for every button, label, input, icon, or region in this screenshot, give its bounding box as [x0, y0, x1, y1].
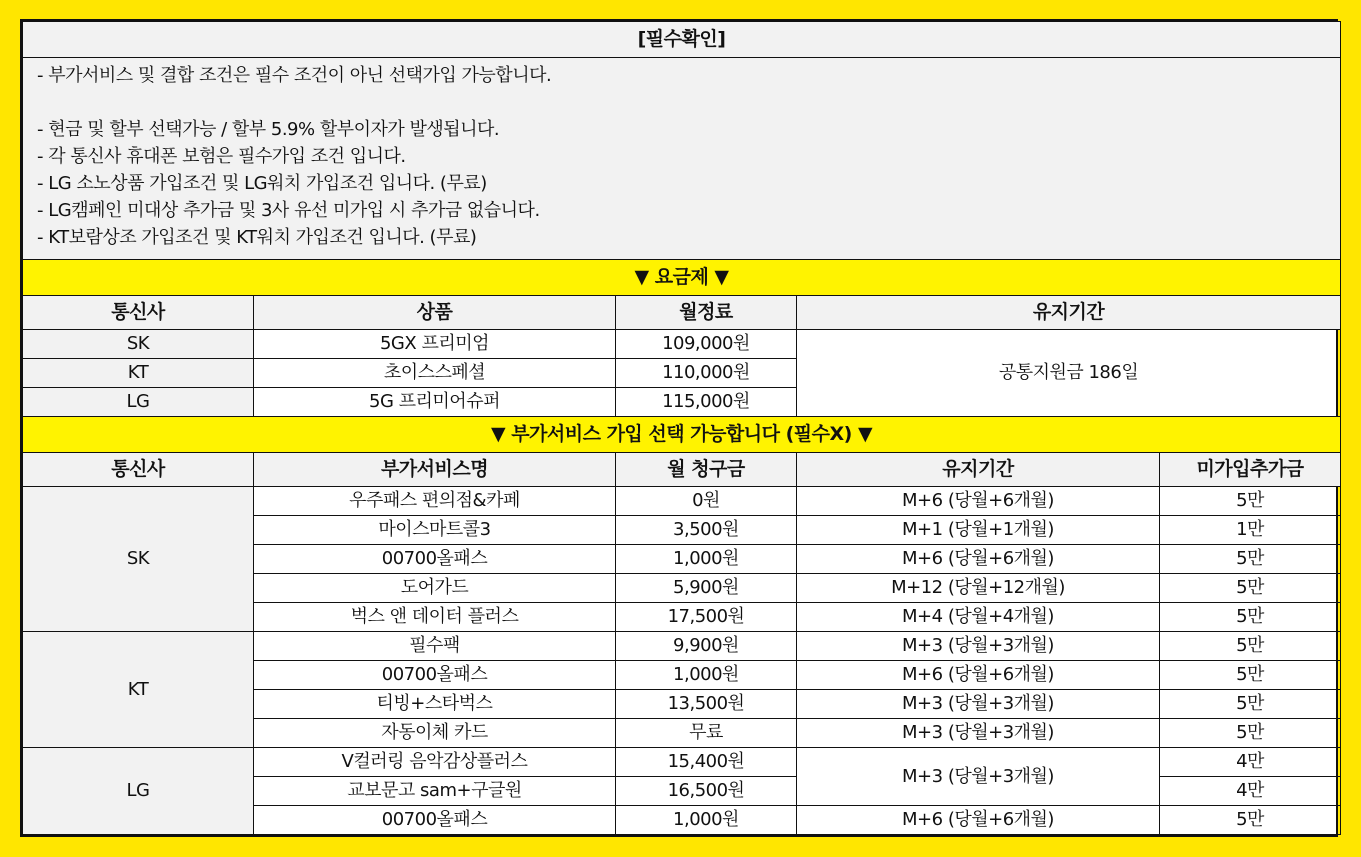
addon-name: 00700올패스	[254, 661, 616, 690]
addon-name: 티빙+스타벅스	[254, 690, 616, 719]
plans-header-carrier: 통신사	[23, 296, 254, 330]
plan-fee: 110,000원	[616, 359, 797, 388]
addons-header-extra: 미가입추가금	[1160, 453, 1341, 487]
addons-header-carrier: 통신사	[23, 453, 254, 487]
addon-name: 마이스마트콜3	[254, 516, 616, 545]
addon-fee: 9,900원	[616, 632, 797, 661]
plan-carrier: KT	[23, 359, 254, 388]
notice-line: - 각 통신사 휴대폰 보험은 필수가입 조건 입니다.	[37, 146, 406, 167]
addon-name: 우주패스 편의점&카페	[254, 487, 616, 516]
notice-line: - LG 소노상품 가입조건 및 LG워치 가입조건 입니다. (무료)	[37, 173, 487, 194]
addon-period: M+4 (당월+4개월)	[797, 603, 1160, 632]
info-table	[22, 21, 1341, 835]
notice-title: [필수확인]	[23, 22, 1341, 58]
addon-fee: 16,500원	[616, 777, 797, 806]
plan-row	[23, 330, 1341, 359]
addon-period: M+6 (당월+6개월)	[797, 545, 1160, 574]
addon-name: 자동이체 카드	[254, 719, 616, 748]
addon-carrier-lg: LG	[23, 748, 254, 835]
addon-extra: 4만	[1160, 748, 1341, 777]
plan-period: 공통지원금 186일	[797, 330, 1341, 417]
addon-carrier-sk: SK	[23, 487, 254, 632]
addon-period: M+6 (당월+6개월)	[797, 806, 1160, 835]
addon-period: M+3 (당월+3개월)	[797, 632, 1160, 661]
addon-extra: 1만	[1160, 516, 1341, 545]
addon-row	[23, 487, 1341, 516]
addon-period: M+12 (당월+12개월)	[797, 574, 1160, 603]
addons-header-row	[23, 453, 1341, 487]
addon-extra: 5만	[1160, 632, 1341, 661]
addon-fee: 13,500원	[616, 690, 797, 719]
addon-fee: 무료	[616, 719, 797, 748]
plans-header-product: 상품	[254, 296, 616, 330]
addon-fee: 1,000원	[616, 661, 797, 690]
addon-period: M+6 (당월+6개월)	[797, 487, 1160, 516]
notice-body-row	[23, 58, 1341, 260]
addon-row	[23, 748, 1341, 777]
addon-extra: 5만	[1160, 690, 1341, 719]
addons-header-fee: 월 청구금	[616, 453, 797, 487]
addon-name: 벅스 앤 데이터 플러스	[254, 603, 616, 632]
addon-extra: 4만	[1160, 777, 1341, 806]
addon-fee: 3,500원	[616, 516, 797, 545]
notice-title-row	[23, 22, 1341, 58]
notice-line: - 현금 및 할부 선택가능 / 할부 5.9% 할부이자가 발생됩니다.	[37, 119, 500, 140]
addon-extra: 5만	[1160, 603, 1341, 632]
addon-row	[23, 632, 1341, 661]
info-frame	[20, 19, 1338, 837]
plan-product: 5G 프리미어슈퍼	[254, 388, 616, 417]
addons-section-row	[23, 417, 1341, 453]
plans-header-row	[23, 296, 1341, 330]
notice-line: - KT보람상조 가입조건 및 KT워치 가입조건 입니다. (무료)	[37, 227, 477, 248]
addon-period: M+6 (당월+6개월)	[797, 661, 1160, 690]
addon-fee: 5,900원	[616, 574, 797, 603]
addons-header-name: 부가서비스명	[254, 453, 616, 487]
addon-period: M+1 (당월+1개월)	[797, 516, 1160, 545]
addons-section-title: ▼ 부가서비스 가입 선택 가능합니다 (필수X) ▼	[23, 417, 1341, 453]
addon-extra: 5만	[1160, 661, 1341, 690]
addon-name: V컬러링 음악감상플러스	[254, 748, 616, 777]
addon-extra: 5만	[1160, 719, 1341, 748]
addon-name: 00700올패스	[254, 545, 616, 574]
addon-extra: 5만	[1160, 806, 1341, 835]
plan-product: 초이스스페셜	[254, 359, 616, 388]
plans-section-title: ▼ 요금제 ▼	[23, 260, 1341, 296]
addon-carrier-kt: KT	[23, 632, 254, 748]
addon-name: 교보문고 sam+구글원	[254, 777, 616, 806]
plan-fee: 115,000원	[616, 388, 797, 417]
addon-fee: 1,000원	[616, 545, 797, 574]
plan-fee: 109,000원	[616, 330, 797, 359]
addon-name: 필수팩	[254, 632, 616, 661]
addon-fee: 0원	[616, 487, 797, 516]
addon-extra: 5만	[1160, 545, 1341, 574]
addon-fee: 1,000원	[616, 806, 797, 835]
addon-period: M+3 (당월+3개월)	[797, 690, 1160, 719]
addon-extra: 5만	[1160, 574, 1341, 603]
notice-line-blank	[37, 89, 1326, 116]
plans-header-period: 유지기간	[797, 296, 1341, 330]
addon-period-shared: M+3 (당월+3개월)	[797, 748, 1160, 806]
plan-carrier: SK	[23, 330, 254, 359]
plans-section-row	[23, 260, 1341, 296]
plan-product: 5GX 프리미엄	[254, 330, 616, 359]
addon-period: M+3 (당월+3개월)	[797, 719, 1160, 748]
addon-extra: 5만	[1160, 487, 1341, 516]
notice-line: - 부가서비스 및 결합 조건은 필수 조건이 아닌 선택가입 가능합니다.	[37, 65, 552, 86]
addon-fee: 15,400원	[616, 748, 797, 777]
addon-name: 도어가드	[254, 574, 616, 603]
notice-line: - LG캠페인 미대상 추가금 및 3사 유선 미가입 시 추가금 없습니다.	[37, 200, 540, 221]
addons-header-period: 유지기간	[797, 453, 1160, 487]
addon-fee: 17,500원	[616, 603, 797, 632]
notice-body	[23, 58, 1341, 260]
plan-carrier: LG	[23, 388, 254, 417]
plans-header-fee: 월정료	[616, 296, 797, 330]
addon-name: 00700올패스	[254, 806, 616, 835]
